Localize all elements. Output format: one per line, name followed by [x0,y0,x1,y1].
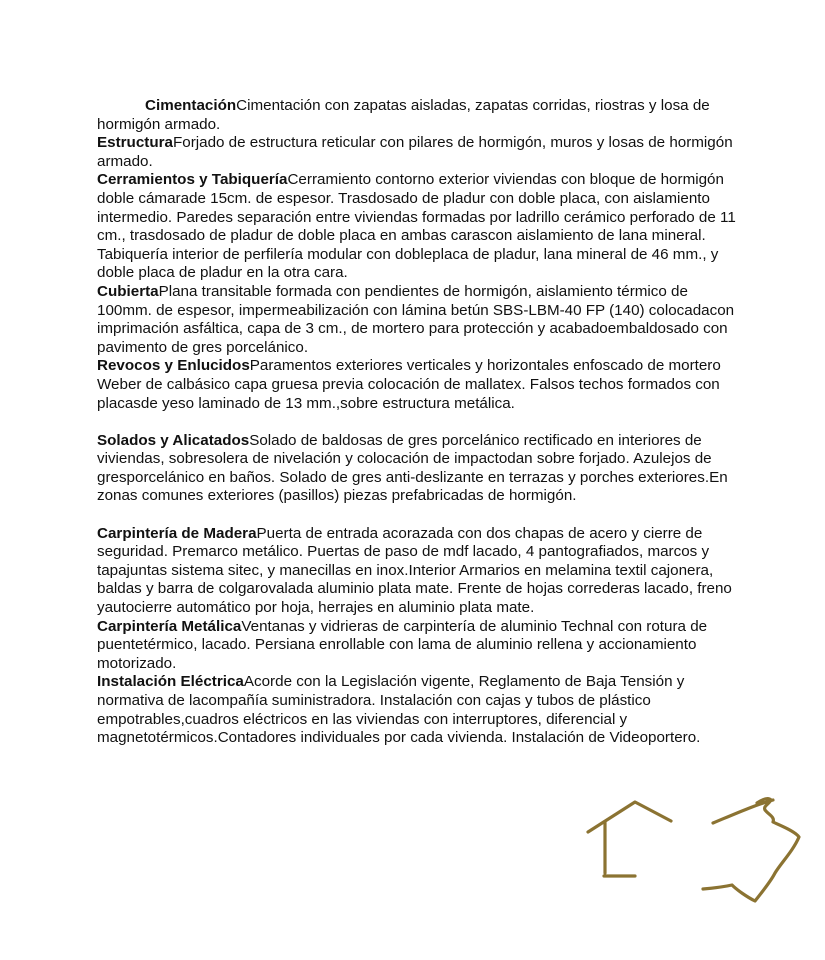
paragraph-gap [97,506,737,525]
section-carpinteria-madera [97,525,737,618]
logo-left-stroke [588,802,671,876]
section-heading: Cimentación [145,97,237,114]
section-body: Plana transitable formada con pendientes de hormigón, aislamiento térmico de 100mm. de espesor, impermeabilización con lámina betún SBS-LBM-40 FP (140) colocadacon imprimación asfáltica, capa de 3 cm., de mortero para protección y acabadoembaldosado con pavimento de gres porcelánico. [97,282,735,356]
section-cubierta [97,283,737,357]
section-revocos [97,357,737,413]
section-body: Forjado de estructura reticular con pilares de hormigón, muros y losas de hormigón armado. [97,134,733,170]
section-solados [97,432,737,506]
section-heading: Carpintería Metálica [97,617,242,635]
house-outline-logo-svg [585,795,805,910]
section-body: Acorde con la Legislación vigente, Reglamento de Baja Tensión y normativa de lacompañía suministradora. Instalación con cajas y tubos de plástico empotrables,cuadros eléctricos en las viviendas con interruptores, diferencial y magnetotérmicos.Contadores individuales por cada vivienda. Instalación de Videoportero. [97,673,701,747]
section-estructura [97,134,737,171]
logo-strokes [588,799,799,901]
section-body: Cerramiento contorno exterior viviendas con bloque de hormigón doble cámarade 15cm. de espesor. Trasdosado de pladur con doble placa, con aislamiento intermedio. Paredes separación entre viviendas formadas por ladrillo cerámico perforado de 11 cm., trasdosado de pladur de doble placa en ambas carascon aislamiento de lana mineral. Tabiquería interior de perfilería modular con dobleplaca de pladur, lana mineral de 46 mm., y doble placa de pladur en la otra cara. [97,171,736,282]
section-body: Solado de baldosas de gres porcelánico rectificado en interiores de viviendas, sobresolera de nivelación y colocación de impactodan sobre forjado. Azulejos de gresporcelánico en baños. Solado de gres anti-deslizante en terrazas y porches exteriores.En zonas comunes exteriores (pasillos) piezas prefabricadas de hormigón. [97,431,728,505]
logo-right-stroke [703,799,799,901]
house-outline-logo-icon [585,795,805,910]
section-heading: Estructura [97,134,173,152]
section-heading: Cerramientos y Tabiquería [97,171,288,189]
section-heading: Carpintería de Madera [97,524,257,542]
section-heading: Cubierta [97,282,159,300]
section-carpinteria-metalica [97,618,737,674]
section-body: Puerta de entrada acorazada con dos chapas de acero y cierre de seguridad. Premarco metálico. Puertas de paso de mdf lacado, 4 pantografiados, marcos y tapajuntas sistema sitec, y manecillas en inox.Interior Armarios en melamina textil cajonera, baldas y barra de colgarovalada aluminio plata mate. Frente de hojas correderas lacado, freno yautocierre automático por hoja, herrajes en aluminio plata mate. [97,524,732,617]
paragraph-gap [97,413,737,432]
section-heading: Revocos y Enlucidos [97,357,250,375]
section-body: Ventanas y vidrieras de carpintería de aluminio Technal con rotura de puentetérmico, lacado. Persiana enrollable con lama de aluminio rellena y accionamiento motorizado. [97,617,708,672]
spec-document [97,97,737,748]
section-cerramientos [97,171,737,283]
section-instalacion-electrica [97,673,737,747]
section-cimentacion [97,97,737,134]
section-heading: Instalación Eléctrica [97,673,244,691]
section-heading: Solados y Alicatados [97,431,250,449]
section-body: Paramentos exteriores verticales y horizontales enfoscado de mortero Weber de calbásico capa gruesa previa colocación de mallatex. Falsos techos formados con placasde yeso laminado de 13 mm.,sobre estructura metálica. [97,357,721,412]
section-body: Cimentación con zapatas aisladas, zapatas corridas, riostras y losa de hormigón armado. [97,97,710,133]
